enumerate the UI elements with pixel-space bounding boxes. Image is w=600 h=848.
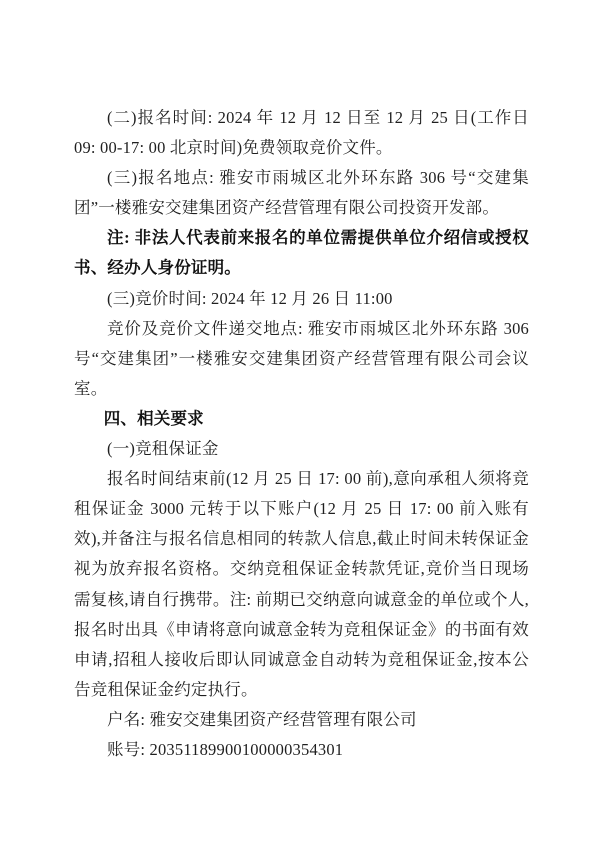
document-content [74, 103, 529, 765]
paragraph-registration-time: (二)报名时间: 2024 年 12 月 12 日至 12 月 25 日(工作日 09: 00-17: 00 北京时间)免费领取竞价文件。 [74, 108, 529, 158]
paragraph-agent-note: 注: 非法人代表前来报名的单位需提供单位介绍信或授权书、经办人身份证明。 [74, 228, 529, 278]
section-heading-requirements: 四、相关要求 [103, 409, 204, 428]
account-number-label: 账号: [107, 739, 150, 759]
account-name-value: 雅安交建集团资产经营管理有限公司 [149, 709, 417, 729]
account-name-label: 户名: [107, 709, 150, 729]
paragraph-account-number [74, 735, 529, 765]
paragraph-registration-place: (三)报名地点: 雅安市雨城区北外环东路 306 号“交建集团”一楼雅安交建集团资产经营管理有限公司投资开发部。 [74, 168, 529, 218]
paragraph-deposit-body: 报名时间结束前(12 月 25 日 17: 00 前),意向承租人须将竞租保证金 3000 元转于以下账户(12 月 25 日 17: 00 前入账有效),并备注与报名信息相同的转款人信息,截止时间未转保证金视为放弃报名资格。交纳竞租保证金转款凭证,竞价当日现场需复核,请自行携带。注: 前期已交纳意向诚意金的单位或个人,报名时出具《申请将意向诚意金转为竞租保证金》的书面有效申请,招租人接收后即认同诚意金自动转为竞租保证金,按本公告竞租保证金约定执行。 [74, 469, 529, 699]
paragraph-account-name [74, 705, 529, 735]
paragraph-bidding-place: 竞价及竞价文件递交地点: 雅安市雨城区北外环东路 306 号“交建集团”一楼雅安交建集团资产经营管理有限公司会议室。 [74, 318, 529, 398]
paragraph-bidding-time: (三)竞价时间: 2024 年 12 月 26 日 11:00 [107, 288, 393, 308]
paragraph-deposit-heading: (一)竞租保证金 [107, 439, 219, 459]
account-number-value: 20351189900100000354301 [149, 739, 344, 759]
